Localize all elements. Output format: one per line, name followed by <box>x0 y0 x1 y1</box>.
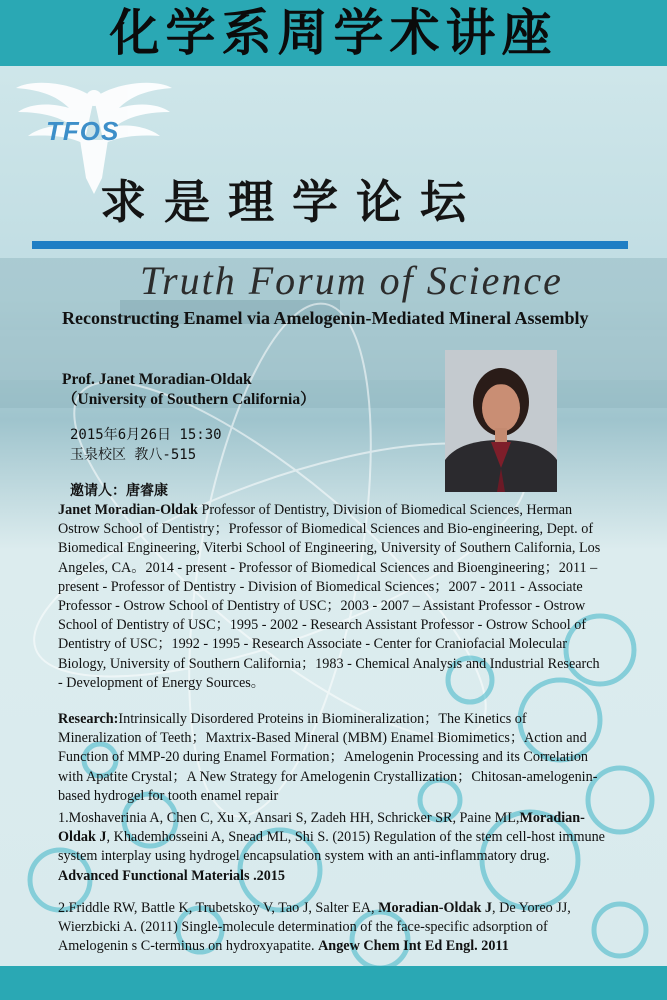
reference-text: 1.Moshaverinia A, Chen C, Xu X, Ansari S, Zadeh HH, Schricker SR, Paine ML, <box>58 810 520 826</box>
reference-journal: Angew Chem Int Ed Engl. 2011 <box>318 938 509 955</box>
reference-text: , Khademhosseini A, Snead ML, Shi S. (2015) Regulation of the stem cell-host immune system interplay using hydrogel encapsulation system with an anti-inflammatory drug. <box>58 829 605 865</box>
divider <box>32 241 628 249</box>
research-label: Research: <box>58 711 119 727</box>
event-venue: 玉泉校区 教八-515 <box>70 447 197 463</box>
reference-author: Moradian-Oldak J <box>58 810 585 846</box>
reference-1 <box>58 809 613 886</box>
speaker-affiliation: （University of Southern California） <box>62 391 316 408</box>
speaker-photo <box>445 350 557 492</box>
reference-2 <box>58 899 618 957</box>
research-interests <box>58 710 606 806</box>
reference-author: Moradian-Oldak J <box>378 900 493 916</box>
event-inviter: 邀请人：唐睿康 <box>70 483 168 499</box>
speaker-name: Prof. Janet Moradian-Oldak <box>62 371 252 388</box>
bio-text: Professor of Dentistry, Division of Biomedical Sciences, Herman Ostrow School of Dentistry；Professor of Biomedical Sciences and Bio-engineering, Dept. of Biomedical Engineering, Viterbi School of Engineering, University of Southern California, Los Angeles, CA。2014 - present - Professor of Biomedical Sciences and Bioengineering；2011 – present - Professor of Dentistry - Division of Biomedical Sciences；2007 - 2011 - Associate Professor - Ostrow School of Dentistry of USC；2003 - 2007 – Assistant Professor - Ostrow School of Dentistry of USC；1995 - 2002 - Research Assistant Professor - Ostrow School of Dentistry of USC；1992 - 1995 - Research Associate - Center for Craniofacial Molecular Biology, University of Southern California；1983 - Chemical Analysis and Industrial Research - Development of Energy Sources。 <box>58 502 601 691</box>
talk-title: Reconstructing Enamel via Amelogenin-Mediated Mineral Assembly <box>62 308 589 328</box>
research-text: Intrinsically Disordered Proteins in Biomineralization；The Kinetics of Mineralization of Teeth；Maxtrix-Based Mineral (MBM) Enamel Biomimetics；Action and Function of MMP-20 during Enamel Formation；Amelogenin Processing and its Correlation with Apatite Crystal；A New Strategy for Amelogenin Crystallization；Chitosan-amelogenin-based hydrogel for tooth enamel repair <box>58 711 598 804</box>
reference-text: , De Yoreo JJ, Wierzbicki A. (2011) Single-molecule determination of the face-specific adsorption of Amelogenin s C-terminus on hydroxyapatite. <box>58 900 571 955</box>
logo-text: TFOS <box>46 116 120 146</box>
footer-bar <box>0 966 667 1000</box>
bio-name: Janet Moradian-Oldak <box>58 502 198 518</box>
forum-subtitle: Truth Forum of Science <box>140 258 563 303</box>
page-title: 化学系周学术讲座 <box>109 4 558 62</box>
reference-journal: Advanced Functional Materials .2015 <box>58 867 285 884</box>
speaker-bio <box>58 501 606 693</box>
event-datetime: 2015年6月26日 15:30 <box>70 427 222 443</box>
reference-text: 2.Friddle RW, Battle K, Trubetskoy V, Tao J, Salter EA, <box>58 900 379 916</box>
forum-title: 求是理学论坛 <box>100 175 484 229</box>
